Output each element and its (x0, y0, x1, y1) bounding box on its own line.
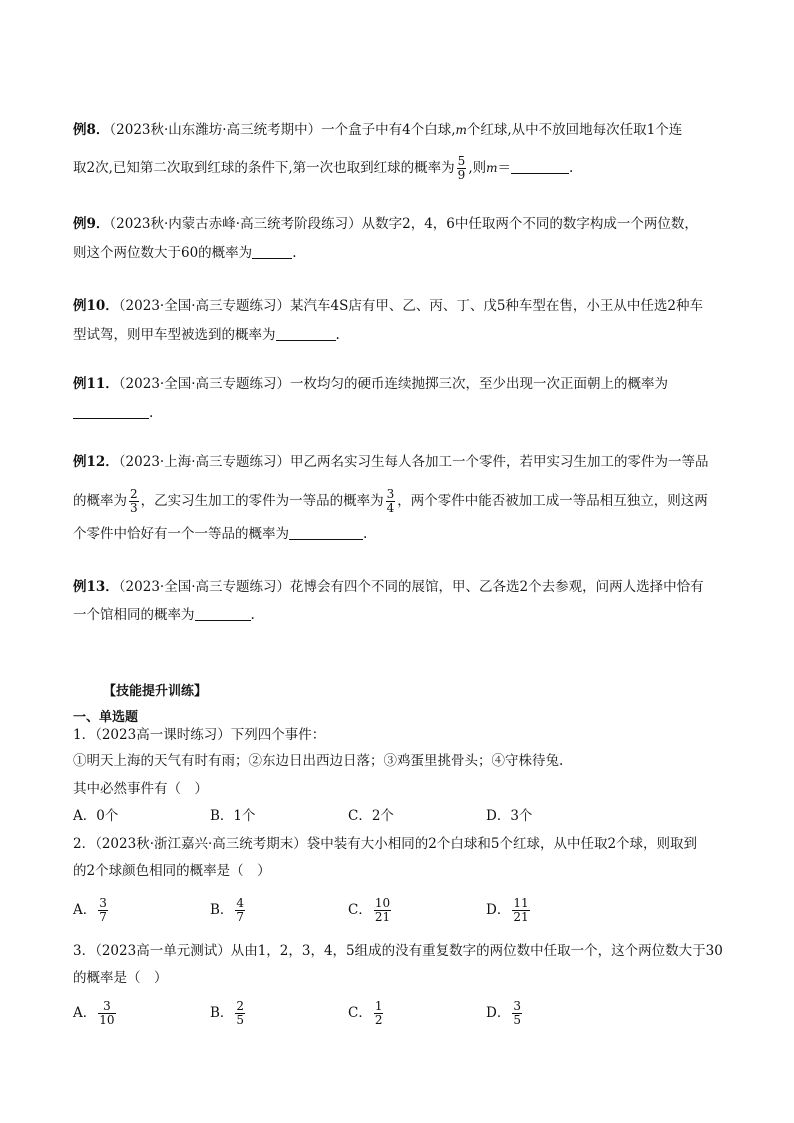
example-13-text-2: 一个馆相同的概率为 (73, 607, 195, 623)
period: . (250, 607, 255, 623)
example-11-line-1 (73, 374, 668, 394)
question-1-stem: 1．（2023高一课时练习）下列四个事件： (73, 727, 326, 743)
period: . (569, 160, 574, 176)
example-9-text: 从数字2，4，6中任取两个不同的数字构成一个两位数， (361, 216, 698, 232)
example-13-line-1 (73, 577, 704, 597)
answer-blank[interactable] (195, 606, 251, 621)
option-d[interactable]: D．3个 (486, 808, 533, 824)
fraction-denominator: 3 (130, 501, 138, 515)
answer-blank[interactable] (276, 326, 336, 341)
answer-blank[interactable] (252, 244, 292, 259)
option-b[interactable] (210, 897, 247, 924)
example-13-line-2 (73, 605, 255, 625)
option-c[interactable] (348, 1000, 385, 1027)
fraction-numerator: 2 (236, 999, 245, 1013)
question-1-ask: 其中必然事件有（ ） (73, 781, 208, 797)
option-letter: B． (210, 902, 234, 918)
fraction (129, 488, 139, 515)
example-12-text-3: ，乙实习生加工的零件为一等品的概率为 (140, 493, 384, 509)
fraction-numerator: 10 (374, 896, 391, 910)
example-8-line-1 (73, 120, 682, 140)
example-9-line-1 (73, 214, 698, 234)
fraction-numerator: 3 (103, 999, 111, 1013)
example-8-text-cont: 个红球,从中不放回地每次任取1个连 (466, 122, 683, 138)
question-2-stem-line-2: 的2个球颜色相同的概率是（ ） (73, 863, 271, 879)
example-9-text-2: 则这个两位数大于60的概率为 (73, 245, 253, 261)
example-10-source: （2023·全国·高三专题练习） (118, 298, 290, 314)
example-13-label: 例13． (73, 579, 119, 595)
example-8-equals: ＝ (497, 160, 511, 176)
fraction (512, 897, 529, 924)
fraction-numerator: 11 (513, 896, 529, 910)
option-letter: C． (348, 1005, 372, 1021)
period: . (292, 245, 297, 261)
fraction-numerator: 5 (457, 154, 466, 168)
question-2-stem-line-1: 2．（2023秋·浙江嘉兴·高三统考期末）袋中装有大小相同的2个白球和5个红球，从中任取2个球，则取到 (73, 836, 698, 852)
example-12-label: 例12． (73, 454, 119, 470)
example-10-line-1 (73, 296, 703, 316)
option-a[interactable]: A．0个 (73, 808, 119, 824)
example-11-text: 一枚均匀的硬币连续抛掷三次，至少出现一次正面朝上的概率为 (290, 376, 668, 392)
question-3-stem-line-1: 3．（2023高一单元测试）从由1，2，3，4，5组成的没有重复数字的两位数中任取一个，这个两位数大于30 (73, 943, 723, 959)
example-13-text: 花博会有四个不同的展馆，甲、乙各选2个去参观，问两人选择中恰有 (290, 579, 704, 595)
option-c[interactable]: C．2个 (348, 808, 394, 824)
fraction-numerator: 3 (513, 999, 521, 1013)
option-letter: D． (486, 902, 511, 918)
answer-blank[interactable] (511, 159, 569, 174)
option-b[interactable]: B．1个 (210, 808, 256, 824)
fraction (374, 897, 391, 924)
example-8-line-2 (73, 155, 573, 182)
example-12-source: （2023·上海·高三专题练习） (118, 454, 290, 470)
example-12-text-4: ，两个零件中能否被加工成一等品相互独立，则这两 (397, 493, 708, 509)
example-13-source: （2023·全国·高三专题练习） (118, 579, 290, 595)
fraction (235, 897, 245, 924)
example-12-text-2: 的概率为 (73, 493, 127, 509)
option-a[interactable] (73, 897, 110, 924)
example-8-label: 例8． (73, 122, 110, 138)
example-10-text: 某汽车4S店有甲、乙、丙、丁、戊5种车型在售，小王从中任选2种车 (290, 298, 704, 314)
option-letter: B． (210, 1005, 234, 1021)
fraction (235, 1000, 245, 1027)
fraction-denominator: 5 (513, 1013, 521, 1027)
fraction-denominator: 5 (236, 1013, 245, 1027)
period: . (149, 405, 154, 421)
option-c[interactable] (348, 897, 393, 924)
period: . (363, 526, 368, 542)
example-12-text-5: 个零件中恰好有一个一等品的概率为 (73, 526, 289, 542)
example-11-line-2 (73, 403, 153, 423)
fraction-numerator: 4 (236, 896, 245, 910)
question-3-stem-line-2: 的概率是（ ） (73, 970, 168, 986)
example-11-label: 例11． (73, 376, 119, 392)
example-8-text: 一个盒子中有4个白球, (321, 122, 456, 138)
fraction-numerator: 3 (99, 896, 107, 910)
period: . (335, 327, 340, 343)
example-8-text-3: ,则 (468, 160, 487, 176)
answer-blank[interactable] (73, 404, 149, 419)
fraction-denominator: 7 (99, 910, 107, 924)
example-10-label: 例10． (73, 298, 119, 314)
option-letter: D． (486, 1005, 511, 1021)
fraction (98, 897, 108, 924)
fraction (98, 1000, 115, 1027)
option-d[interactable] (486, 1000, 524, 1027)
example-9-label: 例9． (73, 216, 110, 232)
fraction-numerator: 2 (130, 487, 138, 501)
fraction-denominator: 7 (236, 910, 245, 924)
fraction-numerator: 3 (386, 487, 395, 501)
example-10-text-2: 型试驾，则甲车型被选到的概率为 (73, 327, 276, 343)
option-a[interactable] (73, 1000, 118, 1027)
answer-blank[interactable] (289, 525, 363, 540)
option-b[interactable] (210, 1000, 247, 1027)
variable-m: m (486, 161, 498, 175)
example-8-source: （2023秋·山东潍坊·高三统考期中） (109, 122, 322, 138)
example-9-line-2 (73, 243, 296, 263)
fraction (457, 155, 467, 182)
fraction-numerator: 1 (374, 999, 383, 1013)
question-1-events: ①明天上海的天气有时有雨；②东边日出西边日落；③鸡蛋里挑骨头；④守株待兔. (73, 753, 564, 769)
option-d[interactable] (486, 897, 532, 924)
fraction-denominator: 21 (513, 910, 529, 924)
option-letter: C． (348, 902, 372, 918)
example-12-line-2 (73, 488, 708, 515)
example-12-line-3 (73, 524, 367, 544)
example-8-text-2: 取2次,已知第二次取到红球的条件下,第一次也取到红球的概率为 (73, 160, 455, 176)
fraction-denominator: 9 (457, 168, 466, 182)
fraction-denominator: 21 (374, 910, 391, 924)
example-12-line-1 (73, 452, 709, 472)
fraction-denominator: 4 (386, 501, 395, 515)
fraction (386, 488, 396, 515)
option-letter: A． (73, 1005, 97, 1021)
fraction-denominator: 10 (99, 1013, 115, 1027)
part-title: 一、单选题 (73, 710, 139, 725)
fraction (512, 1000, 522, 1027)
example-10-line-2 (73, 325, 340, 345)
example-12-text: 甲乙两名实习生每人各加工一个零件，若甲实习生加工的零件为一等品 (290, 454, 709, 470)
example-11-source: （2023·全国·高三专题练习） (118, 376, 290, 392)
fraction (374, 1000, 384, 1027)
example-9-source: （2023秋·内蒙古赤峰·高三统考阶段练习） (109, 216, 362, 232)
variable-m: m (455, 123, 467, 137)
option-letter: A． (73, 902, 97, 918)
fraction-denominator: 2 (374, 1013, 383, 1027)
section-title: 【技能提升训练】 (103, 684, 208, 699)
